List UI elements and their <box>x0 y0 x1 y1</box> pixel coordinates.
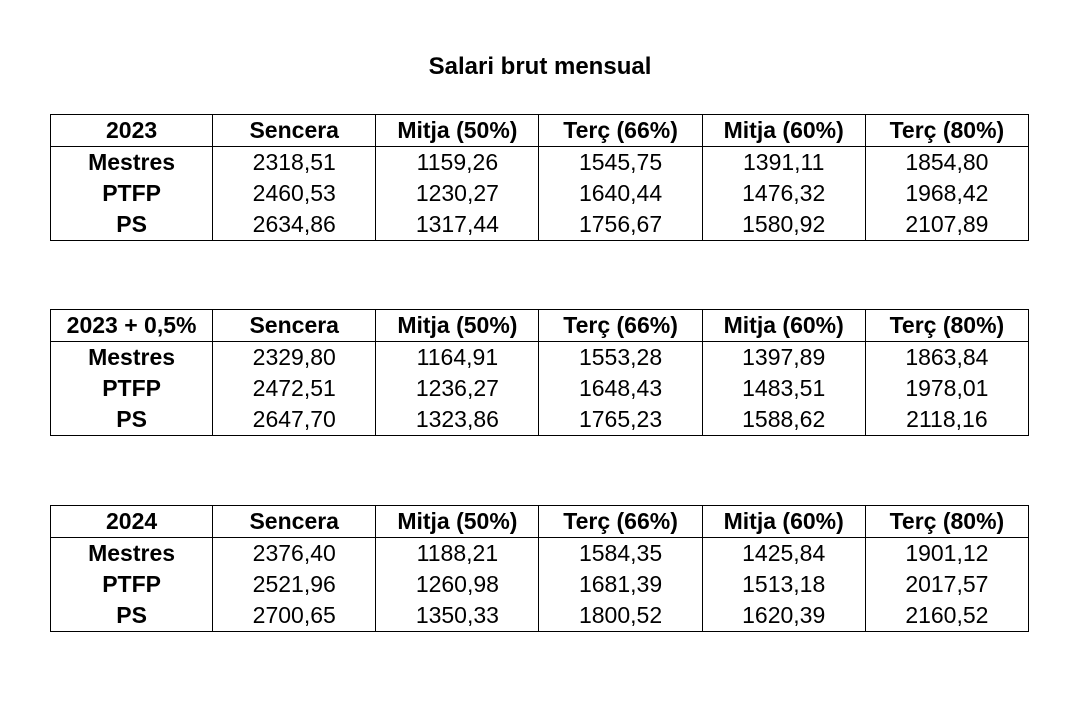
column-header-mitja-60: Mitja (60%) <box>702 310 865 342</box>
column-header-mitja-60: Mitja (60%) <box>702 506 865 538</box>
table-cell: 1648,43 <box>539 373 702 404</box>
column-header-terc-66: Terç (66%) <box>539 310 702 342</box>
table-row <box>51 373 1029 404</box>
table-cell: 1164,91 <box>376 342 539 374</box>
table-cell: 2521,96 <box>213 569 376 600</box>
row-label: Mestres <box>51 147 213 179</box>
table-cell: 1756,67 <box>539 209 702 241</box>
table-cell: 1620,39 <box>702 600 865 632</box>
table-cell: 1317,44 <box>376 209 539 241</box>
table-cell: 2118,16 <box>865 404 1028 436</box>
table-cell: 1640,44 <box>539 178 702 209</box>
column-header-mitja-50: Mitja (50%) <box>376 115 539 147</box>
table-cell: 1391,11 <box>702 147 865 179</box>
table-cell: 1580,92 <box>702 209 865 241</box>
column-header-terc-66: Terç (66%) <box>539 115 702 147</box>
column-header-terc-80: Terç (80%) <box>865 115 1028 147</box>
table-row <box>51 538 1029 570</box>
salary-table-2023 <box>50 114 1029 241</box>
table-cell: 1978,01 <box>865 373 1028 404</box>
table-cell: 1513,18 <box>702 569 865 600</box>
table-cell: 2700,65 <box>213 600 376 632</box>
column-header-terc-80: Terç (80%) <box>865 310 1028 342</box>
table-row <box>51 342 1029 374</box>
table-cell: 1236,27 <box>376 373 539 404</box>
table-cell: 2329,80 <box>213 342 376 374</box>
row-label: PS <box>51 600 213 632</box>
table-cell: 1765,23 <box>539 404 702 436</box>
column-header-mitja-50: Mitja (50%) <box>376 506 539 538</box>
salary-table-2023-plus <box>50 309 1029 436</box>
table-cell: 2107,89 <box>865 209 1028 241</box>
table-header-row <box>51 115 1029 147</box>
table-header-row <box>51 310 1029 342</box>
row-label: Mestres <box>51 342 213 374</box>
table-cell: 1483,51 <box>702 373 865 404</box>
table-cell: 1588,62 <box>702 404 865 436</box>
column-header-sencera: Sencera <box>213 115 376 147</box>
table-cell: 1476,32 <box>702 178 865 209</box>
table-row <box>51 178 1029 209</box>
table-row <box>51 147 1029 179</box>
column-header-terc-66: Terç (66%) <box>539 506 702 538</box>
table-cell: 1425,84 <box>702 538 865 570</box>
page-title: Salari brut mensual <box>428 53 652 80</box>
salary-table-2024 <box>50 505 1029 632</box>
table-cell: 1681,39 <box>539 569 702 600</box>
table-cell: 2472,51 <box>213 373 376 404</box>
table-cell: 1323,86 <box>376 404 539 436</box>
column-header-terc-80: Terç (80%) <box>865 506 1028 538</box>
row-label: PTFP <box>51 569 213 600</box>
table-year-label: 2024 <box>51 506 213 538</box>
table-cell: 1159,26 <box>376 147 539 179</box>
table-cell: 1553,28 <box>539 342 702 374</box>
table-cell: 1901,12 <box>865 538 1028 570</box>
table-cell: 2318,51 <box>213 147 376 179</box>
row-label: PTFP <box>51 178 213 209</box>
column-header-sencera: Sencera <box>213 506 376 538</box>
table-cell: 1854,80 <box>865 147 1028 179</box>
table-cell: 2160,52 <box>865 600 1028 632</box>
row-label: PS <box>51 404 213 436</box>
table-cell: 1188,21 <box>376 538 539 570</box>
table-row <box>51 569 1029 600</box>
table-cell: 2647,70 <box>213 404 376 436</box>
table-cell: 1397,89 <box>702 342 865 374</box>
table-cell: 1545,75 <box>539 147 702 179</box>
table-cell: 1230,27 <box>376 178 539 209</box>
column-header-mitja-50: Mitja (50%) <box>376 310 539 342</box>
table-row <box>51 404 1029 436</box>
table-cell: 1800,52 <box>539 600 702 632</box>
table-cell: 1350,33 <box>376 600 539 632</box>
table-cell: 2634,86 <box>213 209 376 241</box>
column-header-sencera: Sencera <box>213 310 376 342</box>
table-row <box>51 600 1029 632</box>
table-year-label: 2023 + 0,5% <box>51 310 213 342</box>
table-cell: 1968,42 <box>865 178 1028 209</box>
table-header-row <box>51 506 1029 538</box>
table-cell: 2017,57 <box>865 569 1028 600</box>
table-cell: 2460,53 <box>213 178 376 209</box>
table-cell: 1260,98 <box>376 569 539 600</box>
table-cell: 1863,84 <box>865 342 1028 374</box>
row-label: PS <box>51 209 213 241</box>
table-year-label: 2023 <box>51 115 213 147</box>
row-label: Mestres <box>51 538 213 570</box>
table-cell: 1584,35 <box>539 538 702 570</box>
table-row <box>51 209 1029 241</box>
row-label: PTFP <box>51 373 213 404</box>
column-header-mitja-60: Mitja (60%) <box>702 115 865 147</box>
table-cell: 2376,40 <box>213 538 376 570</box>
